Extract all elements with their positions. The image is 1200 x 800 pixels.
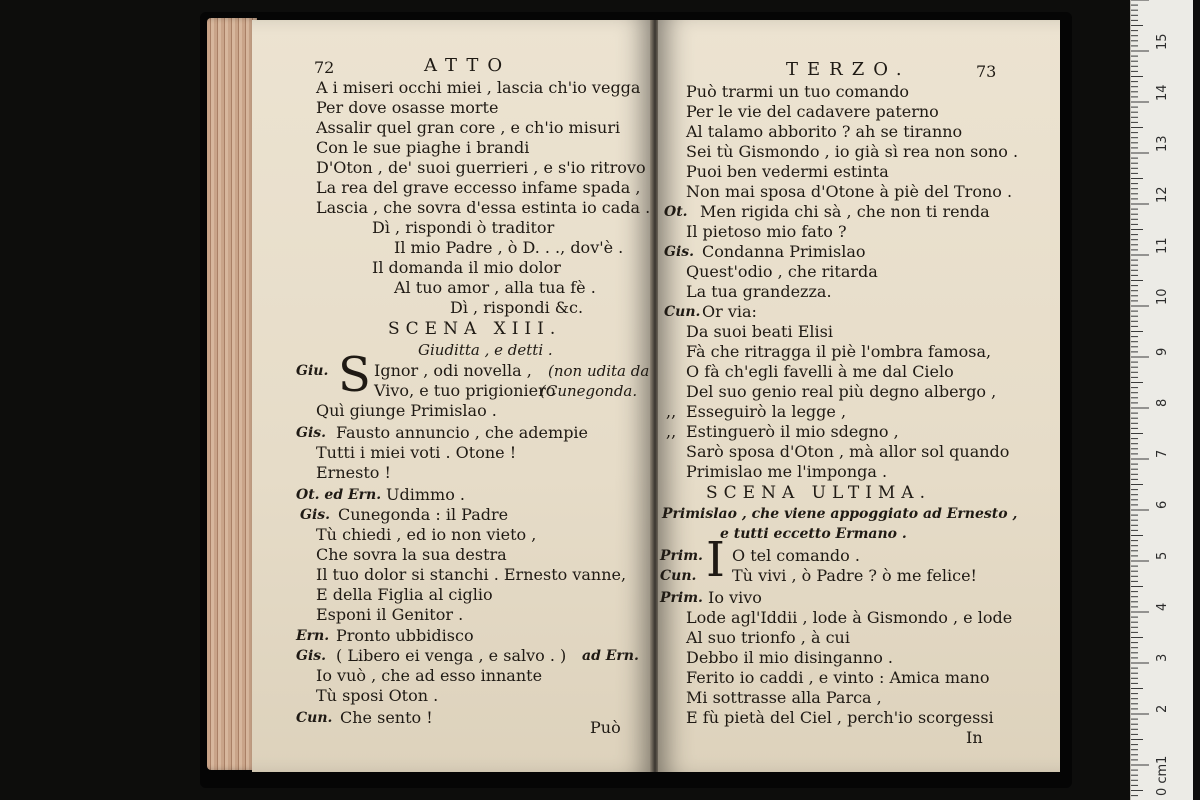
verse-line: Che sento ! bbox=[340, 708, 433, 727]
speaker-label: Gis. bbox=[300, 507, 331, 523]
verse-line: Men rigida chi sà , che non ti renda bbox=[700, 202, 990, 221]
verse-line: Vivo, e tuo prigioniero bbox=[374, 381, 556, 400]
right-page-number: 73 bbox=[976, 62, 997, 81]
verse-line: Sarò sposa d'Oton , mà allor sol quando bbox=[686, 442, 1010, 461]
left-page bbox=[252, 20, 652, 772]
left-verse-line: Per dove osasse morte bbox=[316, 98, 499, 117]
verse-line: Cunegonda : il Padre bbox=[338, 505, 509, 524]
verse-line: Esponi il Genitor . bbox=[316, 605, 464, 624]
speaker-label: Ot. bbox=[664, 204, 688, 220]
ruler-label: 4 bbox=[1155, 602, 1170, 611]
ruler-label: 7 bbox=[1155, 449, 1170, 458]
right-verse-line: Può trarmi un tuo comando bbox=[686, 82, 910, 101]
verse-line: Primislao me l'imponga . bbox=[686, 462, 888, 481]
verse-line: Condanna Primislao bbox=[702, 242, 866, 261]
verse-line: Il tuo dolor si stanchi . Ernesto vanne, bbox=[316, 565, 627, 584]
catchword: In bbox=[966, 728, 983, 747]
ruler-label: 2 bbox=[1155, 704, 1170, 713]
verse-line: Tù chiedi , ed io non vieto , bbox=[316, 525, 537, 544]
verse-line: Pronto ubbidisco bbox=[336, 626, 474, 645]
right-verse-line: Non mai sposa d'Otone à piè del Trono . bbox=[686, 182, 1013, 201]
stage-direction: (Cunegonda. bbox=[540, 382, 638, 400]
verse-line: Al suo trionfo , à cui bbox=[686, 628, 850, 647]
ruler-label: 14 bbox=[1155, 84, 1170, 101]
verse-line: ( Libero ei venga , e salvo . ) bbox=[336, 646, 567, 665]
right-verse-line: Al talamo abborito ? ah se tiranno bbox=[686, 122, 963, 141]
verse-line: Lode agl'Iddii , lode à Gismondo , e lode bbox=[686, 608, 1013, 627]
ruler-label: 9 bbox=[1155, 347, 1170, 356]
ruler-unit: 0 cm bbox=[1155, 763, 1170, 796]
verse-line: E fù pietà del Ciel , perch'io scorgessi bbox=[686, 708, 994, 727]
scene-cast: e tutti eccetto Ermano . bbox=[720, 526, 907, 542]
verse-line: Udimmo . bbox=[386, 485, 465, 504]
stage-direction: ad Ern. bbox=[582, 648, 639, 664]
verse-line: O tel comando . bbox=[732, 546, 860, 565]
verse-line: Ignor , odi novella , bbox=[374, 361, 532, 380]
left-verse-line: Il mio Padre , ò D. . ., dov'è . bbox=[394, 238, 624, 257]
right-verse-line: Per le vie del cadavere paterno bbox=[686, 102, 939, 121]
ruler-label: 1 bbox=[1155, 755, 1170, 764]
ruler-label: 5 bbox=[1155, 551, 1170, 560]
ruler-label: 8 bbox=[1155, 398, 1170, 407]
verse-line: Io vuò , che ad esso innante bbox=[316, 666, 543, 685]
speaker-label: Cun. bbox=[296, 710, 333, 726]
verse-line: Estinguerò il mio sdegno , bbox=[686, 422, 899, 441]
ruler-label: 12 bbox=[1155, 186, 1170, 203]
speaker-label: Prim. bbox=[660, 590, 703, 606]
verse-line: Io vivo bbox=[708, 588, 762, 607]
speaker-label: Prim. bbox=[660, 548, 703, 564]
left-verse-line: Al tuo amor , alla tua fè . bbox=[394, 278, 596, 297]
left-verse-line: La rea del grave eccesso infame spada , bbox=[316, 178, 641, 197]
left-verse-line: Assalir quel gran core , e ch'io misuri bbox=[316, 118, 621, 137]
scene-cast: Giuditta , e detti . bbox=[418, 341, 553, 359]
speaker-label: Gis. bbox=[296, 648, 327, 664]
left-running-header: ATTO bbox=[424, 55, 512, 76]
ruler-label: 3 bbox=[1155, 653, 1170, 662]
verse-line: E della Figlia al ciglio bbox=[316, 585, 493, 604]
verse-line: Mi sottrasse alla Parca , bbox=[686, 688, 882, 707]
left-verse-line: A i miseri occhi miei , lascia ch'io vegga bbox=[316, 78, 641, 97]
quote-mark: ,, bbox=[666, 402, 677, 421]
verse-line: Ferito io caddi , e vinto : Amica mano bbox=[686, 668, 990, 687]
right-running-header: TERZO. bbox=[786, 59, 911, 80]
verse-line: La tua grandezza. bbox=[686, 282, 832, 301]
right-verse-line: Puoi ben vedermi estinta bbox=[686, 162, 889, 181]
speaker-label: Ern. bbox=[296, 628, 330, 644]
verse-line: Esseguirò la legge , bbox=[686, 402, 847, 421]
verse-line: Fà che ritragga il piè l'ombra famosa, bbox=[686, 342, 992, 361]
speaker-label: Cun. bbox=[664, 304, 701, 320]
verse-line: Debbo il mio disinganno . bbox=[686, 648, 894, 667]
verse-line: Quest'odio , che ritarda bbox=[686, 262, 878, 281]
speaker-label: Gis. bbox=[296, 425, 327, 441]
left-verse-line: Il domanda il mio dolor bbox=[372, 258, 561, 277]
verse-line: Che sovra la sua destra bbox=[316, 545, 507, 564]
measurement-ruler bbox=[1130, 0, 1193, 800]
verse-line: Tù sposi Oton . bbox=[316, 686, 439, 705]
ruler-label: 11 bbox=[1155, 237, 1170, 254]
verse-line: Tutti i miei voti . Otone ! bbox=[316, 443, 517, 462]
verse-line: O fà ch'egli favelli à me dal Cielo bbox=[686, 362, 954, 381]
left-verse-line: D'Oton , de' suoi guerrieri , e s'io ritrovo bbox=[316, 158, 646, 177]
right-verse-line: Sei tù Gismondo , io già sì rea non sono . bbox=[686, 142, 1019, 161]
left-verse-line: Lascia , che sovra d'essa estinta io cada . bbox=[316, 198, 651, 217]
verse-line: Or via: bbox=[702, 302, 757, 321]
speaker-label: Cun. bbox=[660, 568, 697, 584]
left-verse-line: Con le sue piaghe i brandi bbox=[316, 138, 530, 157]
speaker-label: Ot. ed Ern. bbox=[296, 487, 382, 503]
drop-cap: I bbox=[706, 532, 725, 588]
ruler-label: 15 bbox=[1155, 33, 1170, 50]
verse-line: Ernesto ! bbox=[316, 463, 391, 482]
verse-line: Il pietoso mio fato ? bbox=[686, 222, 847, 241]
quote-mark: ,, bbox=[666, 422, 677, 441]
catchword: Può bbox=[590, 718, 621, 737]
verse-line: Quì giunge Primislao . bbox=[316, 401, 497, 420]
scene-title: SCENA ULTIMA. bbox=[706, 483, 931, 503]
ruler-label: 10 bbox=[1155, 288, 1170, 305]
speaker-label: Gis. bbox=[664, 244, 695, 260]
drop-cap: S bbox=[338, 347, 371, 403]
verse-line: Tù vivi , ò Padre ? ò me felice! bbox=[732, 566, 977, 585]
scene-title: SCENA XIII. bbox=[388, 319, 562, 339]
verse-line: Da suoi beati Elisi bbox=[686, 322, 833, 341]
left-page-number: 72 bbox=[314, 58, 335, 77]
speaker-label: Giu. bbox=[296, 363, 329, 379]
page-edges bbox=[207, 18, 257, 770]
scene-cast: Primislao , che viene appoggiato ad Ernesto , bbox=[662, 506, 1018, 522]
stage-direction: (non udita da bbox=[548, 362, 650, 380]
left-verse-line: Dì , rispondi ò traditor bbox=[372, 218, 555, 237]
ruler-label: 13 bbox=[1155, 135, 1170, 152]
left-verse-line: Dì , rispondi &c. bbox=[450, 298, 584, 317]
verse-line: Del suo genio real più degno albergo , bbox=[686, 382, 997, 401]
ruler-label: 6 bbox=[1155, 500, 1170, 509]
right-page bbox=[658, 20, 1060, 772]
verse-line: Fausto annuncio , che adempie bbox=[336, 423, 589, 442]
